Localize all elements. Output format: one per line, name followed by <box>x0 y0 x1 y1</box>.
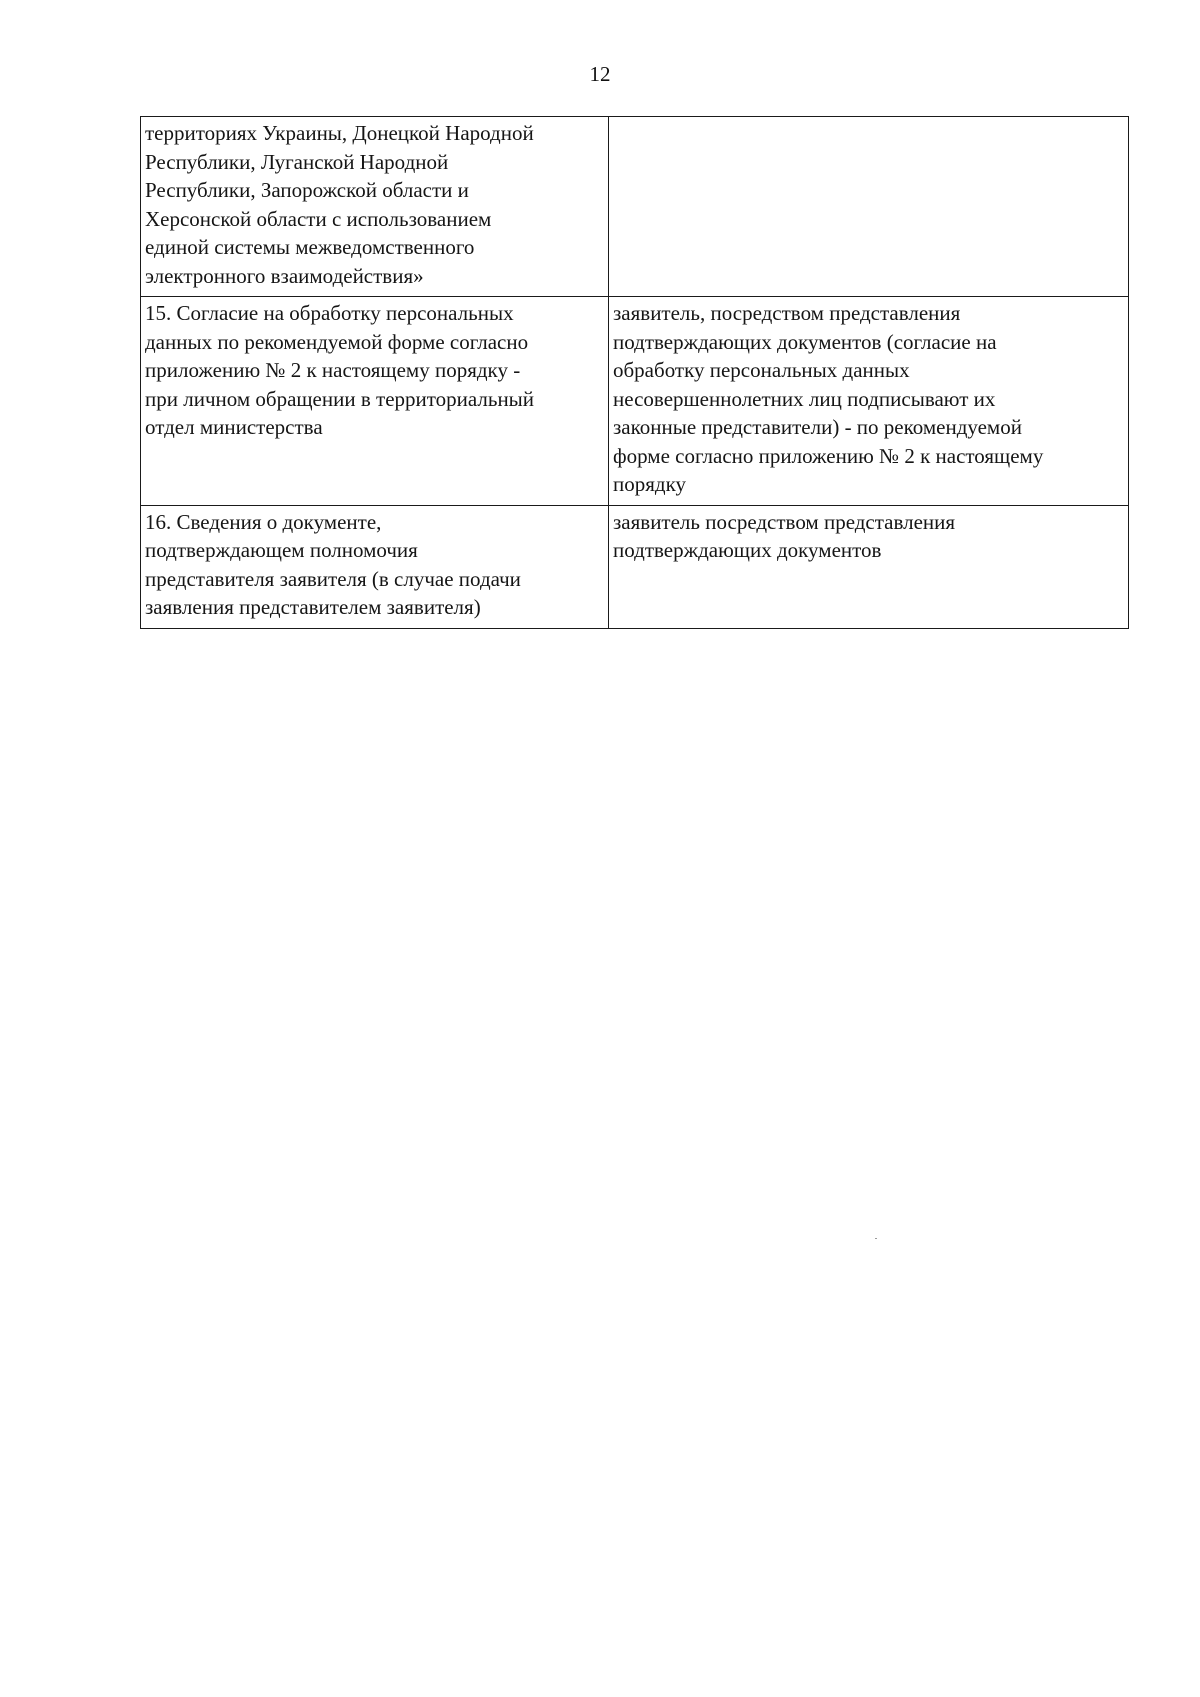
requirements-table <box>140 116 1129 629</box>
table-cell-right: заявитель, посредством представления подтверждающих документов (согласие на обработку персональных данных несовершеннолетних лиц подписывают их законные представители) - по рекомендуемой форме согласно приложению № 2 к настоящему порядку <box>609 297 1129 506</box>
table-cell-left: 15. Согласие на обработку персональных данных по рекомендуемой форме согласно приложению № 2 к настоящему порядку - при личном обращении в территориальный отдел министерства <box>141 297 609 506</box>
table-row <box>141 117 1129 297</box>
table-cell-right <box>609 117 1129 297</box>
table-cell-right: заявитель посредством представления подтверждающих документов <box>609 505 1129 628</box>
table-cell-left: территориях Украины, Донецкой Народной Республики, Луганской Народной Республики, Запорожской области и Херсонской области с использованием единой системы межведомственного электронного взаимодействия» <box>141 117 609 297</box>
table-cell-left: 16. Сведения о документе, подтверждающем полномочия представителя заявителя (в случае подачи заявления представителем заявителя) <box>141 505 609 628</box>
table-row <box>141 505 1129 628</box>
page-number: 12 <box>589 62 611 86</box>
table-row <box>141 297 1129 506</box>
scan-speck <box>875 1238 877 1239</box>
